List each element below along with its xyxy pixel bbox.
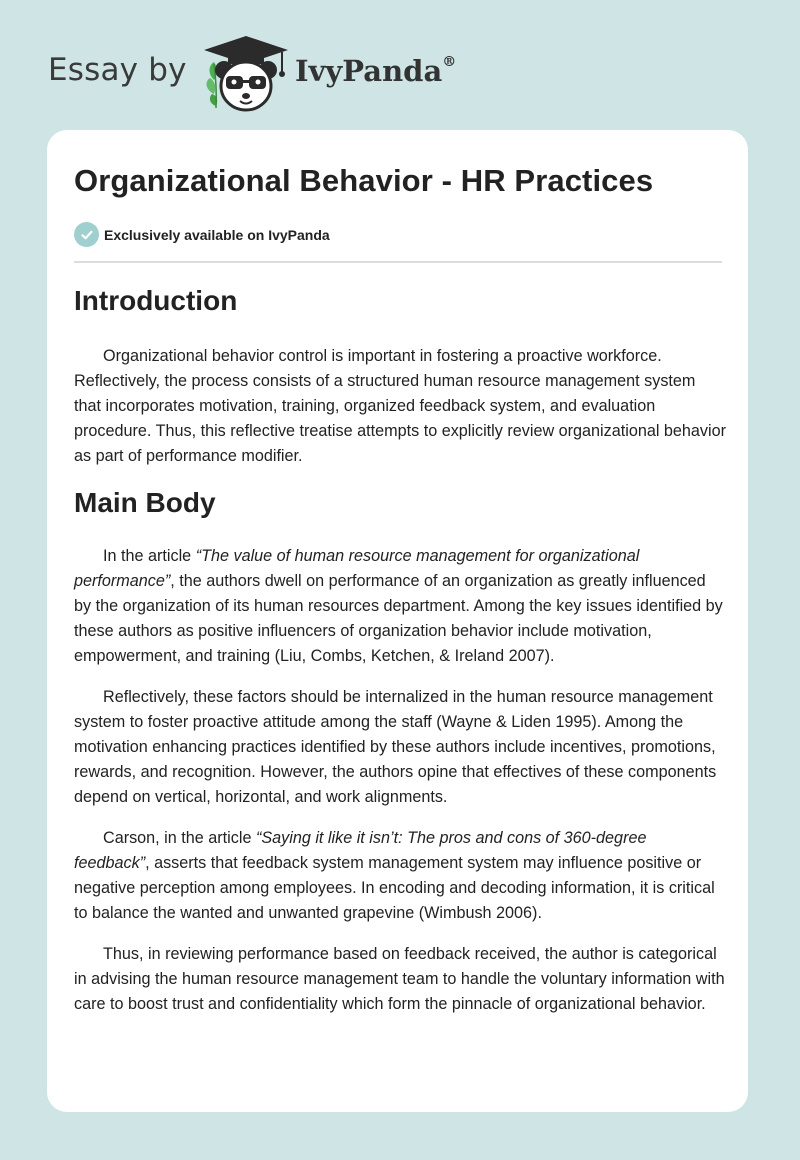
exclusive-badge-label: Exclusively available on IvyPanda bbox=[104, 226, 330, 243]
registered-mark: ® bbox=[442, 54, 457, 71]
page-title: Organizational Behavior - HR Practices bbox=[74, 163, 654, 198]
paragraph: In the article “The value of human resource management for organizational performance”, the authors dwell on performance of an organization as greatly influenced by the organization of its human resources department. Among the key issues identified by these authors as positive influencers of organization behavior include motivation, empowerment, and training (Liu, Combs, Ketchen, & Ireland 2007). bbox=[74, 547, 723, 665]
paragraph: Thus, in reviewing performance based on feedback received, the author is categorical in advising the human resource management team to handle the voluntary information with care to boost trust and confidentiality which form the pinnacle of organizational behavior. bbox=[74, 945, 725, 1013]
title-divider bbox=[74, 261, 722, 263]
exclusive-badge bbox=[74, 222, 330, 247]
paragraph: Reflectively, these factors should be internalized in the human resource management system to foster proactive attitude among the staff (Wayne & Liden 1995). Among the motivation enhancing practices identified by these authors include incentives, promotions, rewards, and recognition. However, the authors opine that effectives of these components depend on vertical, horizontal, and work alignments. bbox=[74, 688, 717, 806]
site-header bbox=[48, 30, 548, 110]
brand-name: IvyPanda® bbox=[295, 54, 457, 88]
ivypanda-logo-icon bbox=[200, 34, 292, 114]
section-heading-introduction: Introduction bbox=[74, 285, 238, 316]
paragraph: Carson, in the article “Saying it like it isn’t: The pros and cons of 360-degree feedback”, asserts that feedback system management system may influence positive or negative perception among employees. In encoding and decoding information, it is critical to balance the wanted and unwanted grapevine (Wimbush 2006). bbox=[74, 829, 715, 922]
paragraph: Organizational behavior control is important in fostering a proactive workforce. Reflectively, the process consists of a structured human resource management system that incorporates motivation, training, organized feedback system, and evaluation procedure. Thus, this reflective treatise attempts to explicitly review organizational behavior as part of performance modifier. bbox=[74, 347, 727, 465]
article-title: “The value of human resource management for organizational performance” bbox=[74, 547, 640, 590]
essay-by-label: Essay by bbox=[48, 52, 187, 88]
article-title: “Saying it like it isn’t: The pros and cons of 360-degree feedback” bbox=[74, 829, 647, 872]
essay-body bbox=[74, 280, 726, 1017]
essay-card bbox=[47, 130, 748, 1112]
checkmark-icon bbox=[74, 222, 99, 247]
section-heading-main-body: Main Body bbox=[74, 487, 216, 518]
